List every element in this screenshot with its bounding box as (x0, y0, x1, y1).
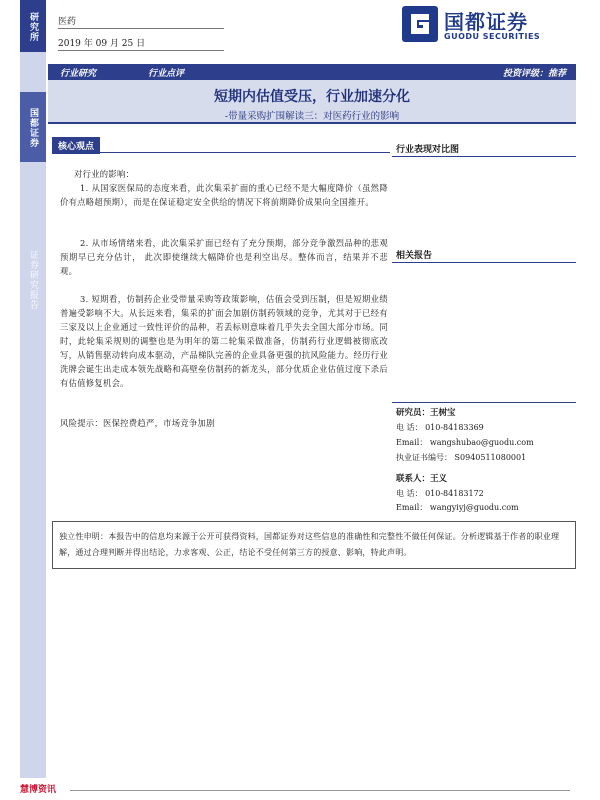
core-point-3: 3. 短期看，仿制药企业受带量采购等政策影响，估值会受到压制，但是短期业绩普遍受影响不大。从长远来看，集采的扩面会加剧仿制药领域的竞争，尤其对于已经有三家及以上企业通过一致性评价的品种，若丢标则意味着几乎失去全国大部分市场。同时，此轮集采规则的调整也是为明年的第二轮集采做准备，仿制药行业逻辑被彻底改写，从销售驱动转向成本驱动，产品梯队完善的企业具备更强的抗风险能力。经历行业洗牌会诞生出走成本领先战略和高壁垒仿制药的新龙头，部分优质企业估值过度下杀后有估值修复机会。 (60, 294, 388, 388)
core-point-1: 1. 从国家医保局的态度来看，此次集采扩面的重心已经不是大幅度降价（虽然降价有点略超预期），而是在保证稳定安全供给的情况下将前期降价成果向全国推开。 (60, 183, 388, 207)
category-industry-research: 行业研究 (60, 69, 97, 79)
risk-warning: 风险提示：医保控费趋严，市场竞争加剧 (60, 418, 215, 428)
logo-en-name: GUODU SECURITIES (444, 32, 541, 41)
contact-email: Email： wangyiyj@guodu.com (396, 503, 519, 512)
core-view-header (52, 137, 382, 153)
report-date: 2019 年 09 月 25 日 (58, 39, 146, 49)
header-divider (58, 50, 224, 51)
analyst-name: 研究员：王树宝 (396, 408, 456, 418)
investment-rating: 投资评级：推荐 (502, 69, 566, 79)
sidebar-lower-label: 证券研究报告 (28, 250, 38, 310)
impact-intro: 对行业的影响： (74, 169, 135, 179)
logo-mark-icon (402, 6, 438, 42)
logo-cn-name: 国都证券 (444, 10, 528, 34)
category-industry-comment: 行业点评 (148, 69, 185, 79)
sector-label: 医药 (58, 17, 77, 27)
header-divider (58, 28, 224, 29)
footer-watermark: 慧博资讯 (20, 785, 57, 795)
left-sidebar (20, 0, 46, 778)
category-bar (48, 64, 576, 80)
analyst-divider (392, 402, 576, 403)
sidebar-mid-label: 国都证券 (28, 108, 38, 148)
independence-disclaimer: 独立性申明：本报告中的信息均来源于公开可获得资料，国都证券对这些信息的准确性和完整性不做任何保证。分析逻辑基于作者的职业理解，通过合理判断并得出结论，力求客观、公正，结论不受任何第三方的授意、影响，特此声明。 (52, 521, 576, 569)
performance-divider (392, 156, 576, 157)
contact-phone: 电 话： 010-84183172 (396, 489, 484, 498)
core-point-2: 2. 从市场情绪来看，此次集采扩面已经有了充分预期，部分竞争激烈品种的悲观预期早已充分估计， 此次即使继续大幅降价也是利空出尽。整体而言，结果并不悲观。 (60, 238, 388, 276)
analyst-email: Email： wangshubao@guodu.com (396, 438, 534, 447)
footer-divider (70, 790, 570, 791)
title-box (48, 80, 576, 124)
core-view-label: 核心观点 (52, 137, 100, 154)
contact-name: 联系人：王义 (396, 474, 448, 484)
sidebar-top-label: 研究所 (28, 12, 38, 42)
company-logo (402, 6, 552, 44)
related-reports-title: 相关报告 (396, 251, 433, 261)
industry-performance-title: 行业表现对比图 (396, 145, 460, 155)
report-title: 短期内估值受压，行业加速分化 (214, 89, 410, 105)
analyst-license: 执业证书编号： S0940511080001 (396, 453, 527, 462)
analyst-phone: 电 话： 010-84183369 (396, 423, 484, 432)
related-reports-divider (392, 262, 576, 263)
report-subtitle: -带量采购扩围解读三：对医药行业的影响 (224, 111, 400, 122)
core-view-divider (52, 152, 390, 153)
